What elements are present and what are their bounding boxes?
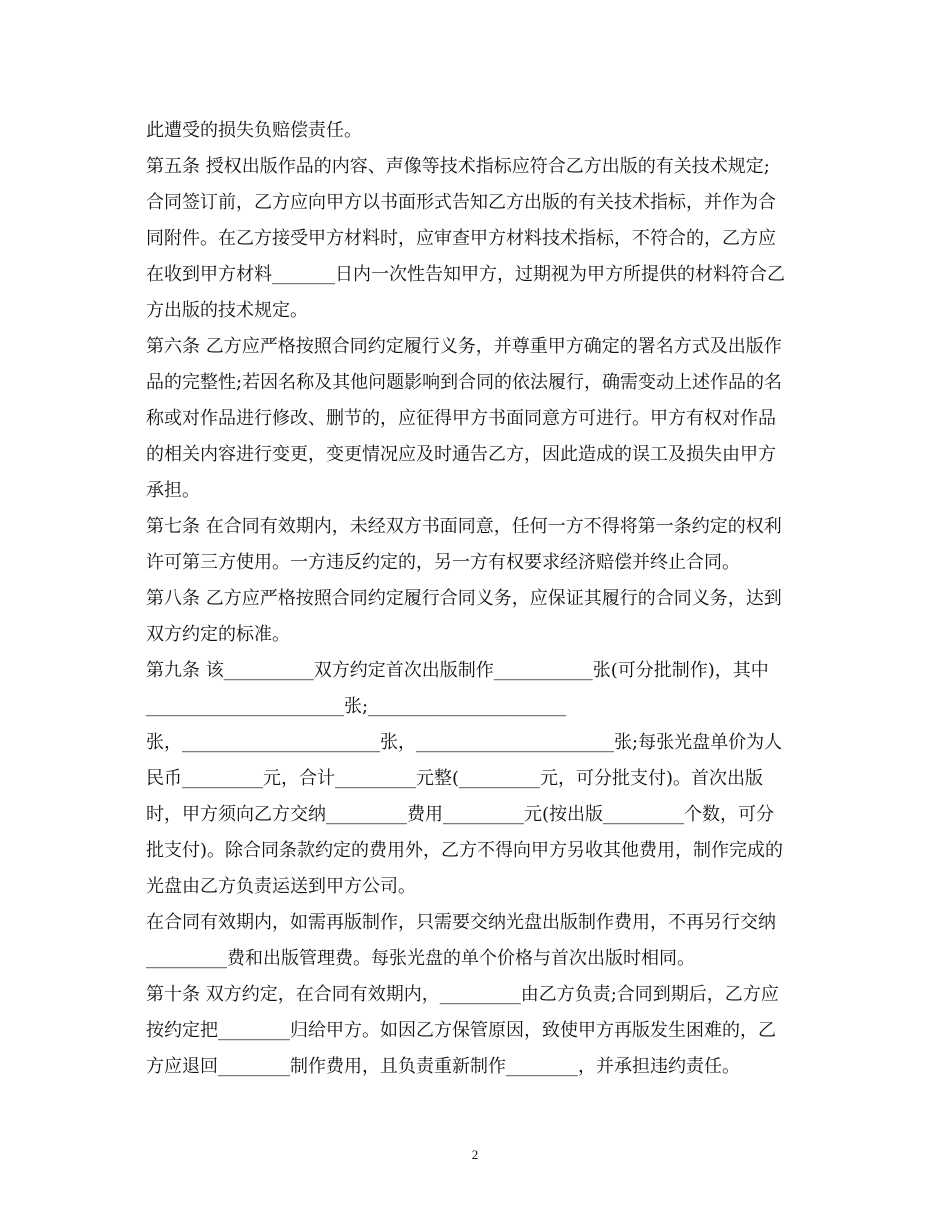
text-line: 在合同有效期内，如需再版制作，只需要交纳光盘出版制作费用，不再另行交纳 (146, 912, 776, 933)
text-line: 按约定把________归给甲方。如因乙方保管原因，致使甲方再版发生困难的，乙 (146, 1020, 776, 1041)
text-line: 第九条 该__________双方约定首次出版制作___________张(可分批制作)，其中 (146, 660, 769, 681)
document-body (146, 113, 811, 1085)
text-line: 承担。 (146, 480, 200, 501)
text-line: 第五条 授权出版作品的内容、声像等技术指标应符合乙方出版的有关技术规定; (146, 156, 770, 177)
text-line: 第七条 在合同有效期内，未经双方书面同意，任何一方不得将第一条约定的权利 (146, 516, 782, 537)
text-line: ______________________张;______________________ (146, 696, 567, 717)
text-line: 在收到甲方材料_______日内一次性告知甲方，过期视为甲方所提供的材料符合乙 (146, 264, 785, 285)
text-line: 第十条 双方约定，在合同有效期内，_________由乙方负责;合同到期后，乙方应 (146, 984, 779, 1005)
text-line: 称或对作品进行修改、删节的，应征得甲方书面同意方可进行。甲方有权对作品 (146, 408, 776, 429)
text-line: _________费和出版管理费。每张光盘的单个价格与首次出版时相同。 (146, 948, 695, 969)
page-number: 2 (471, 1147, 479, 1162)
text-line: 张，______________________张，______________________张;每张光盘单价为人 (146, 732, 783, 753)
text-line: 民币_________元，合计_________元整(_________元，可分批支付)。首次出版 (146, 768, 764, 789)
text-line: 方应退回________制作费用，且负责重新制作________，并承担违约责任。 (146, 1056, 740, 1077)
text-line: 第六条 乙方应严格按照合同约定履行义务，并尊重甲方确定的署名方式及出版作 (146, 336, 782, 357)
text-line: 双方约定的标准。 (146, 624, 290, 645)
text-line: 时，甲方须向乙方交纳_________费用_________元(按出版_________个数，可分 (146, 804, 775, 825)
text-line: 合同签订前，乙方应向甲方以书面形式告知乙方出版的有关技术指标，并作为合 (146, 192, 776, 213)
text-line: 批支付)。除合同条款约定的费用外，乙方不得向甲方另收其他费用，制作完成的 (146, 840, 784, 861)
text-line: 品的完整性;若因名称及其他问题影响到合同的依法履行，确需变动上述作品的名 (146, 372, 783, 393)
text-line: 光盘由乙方负责运送到甲方公司。 (146, 876, 416, 897)
text-line: 此遭受的损失负赔偿责任。 (146, 120, 362, 141)
text-line: 的相关内容进行变更，变更情况应及时通告乙方，因此造成的误工及损失由甲方 (146, 444, 776, 465)
text-line: 同附件。在乙方接受甲方材料时，应审查甲方材料技术指标，不符合的，乙方应 (146, 228, 776, 249)
text-line: 方出版的技术规定。 (146, 300, 308, 321)
text-line: 第八条 乙方应严格按照合同约定履行合同义务，应保证其履行的合同义务，达到 (146, 588, 782, 609)
text-line: 许可第三方使用。一方违反约定的，另一方有权要求经济赔偿并终止合同。 (146, 552, 740, 573)
